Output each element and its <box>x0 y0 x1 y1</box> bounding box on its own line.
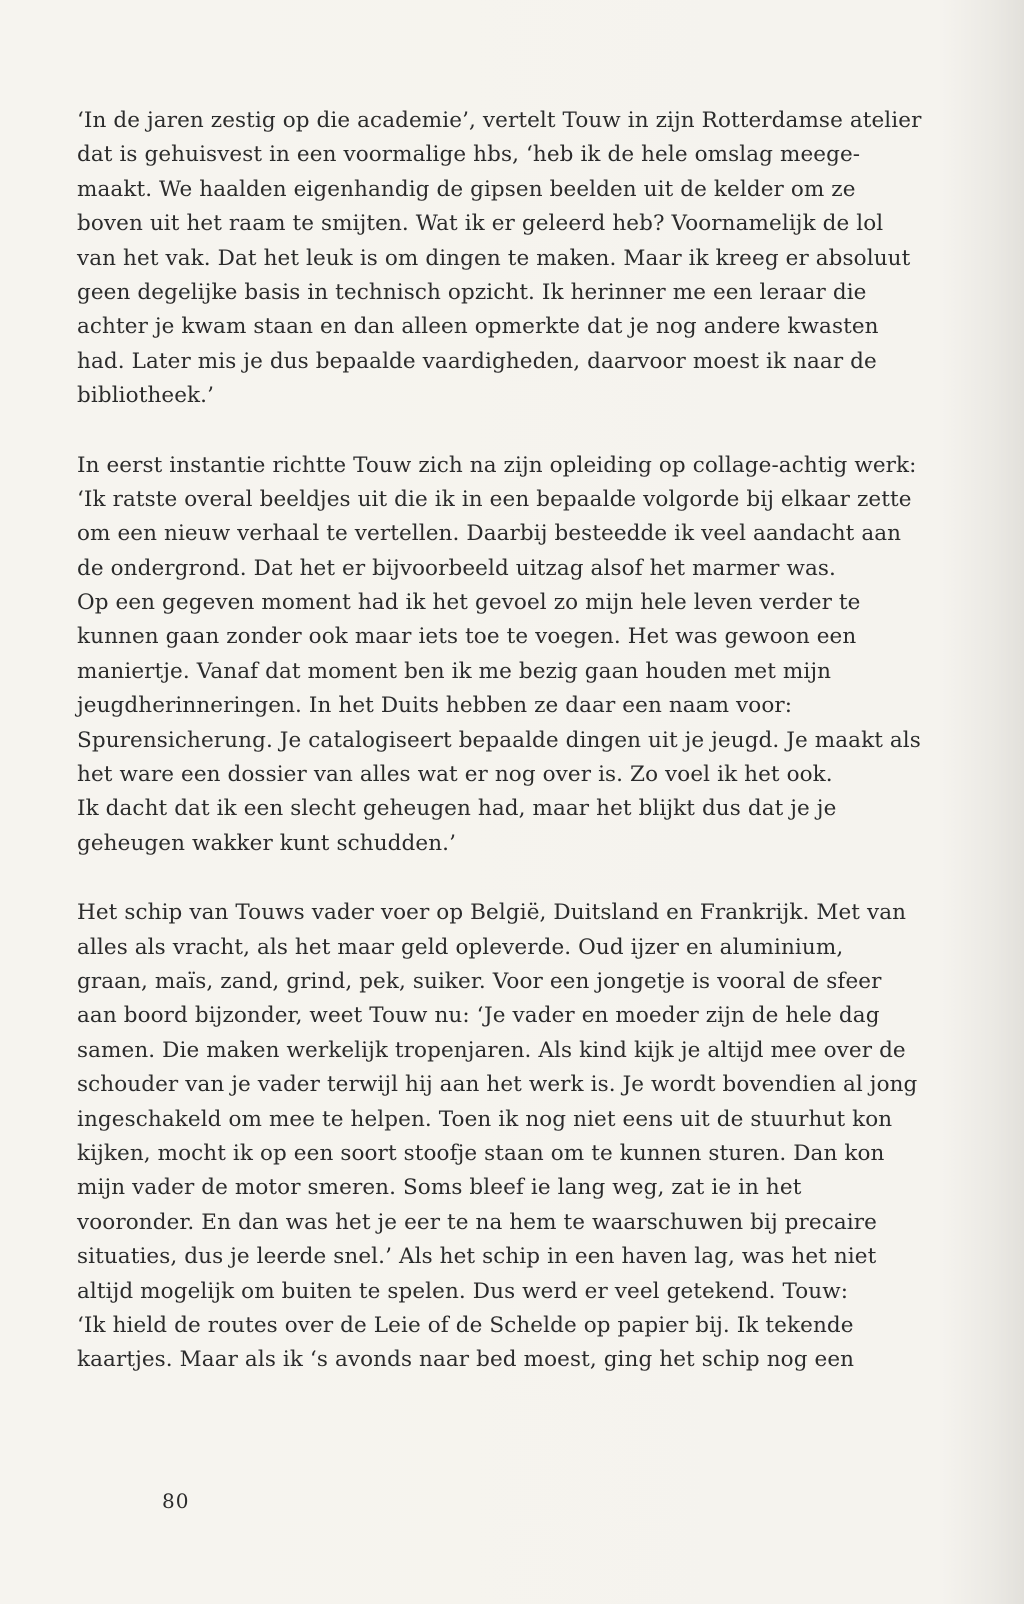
text-line: Ik dacht dat ik een slecht geheugen had, maar het blijkt dus dat je je <box>77 796 837 822</box>
text-line: graan, maïs, zand, grind, pek, suiker. Voor een jongetje is vooral de sfeer <box>77 968 882 994</box>
text-line: vooronder. En dan was het je eer te na hem te waarschuwen bij precaire <box>77 1209 877 1235</box>
text-line: schouder van je vader terwijl hij aan het werk is. Je wordt bovendien al jong <box>77 1072 918 1098</box>
text-line: ‘Ik hield de routes over de Leie of de Schelde op papier bij. Ik tekende <box>77 1312 854 1338</box>
text-line: aan boord bijzonder, weet Touw nu: ‘Je vader en moeder zijn de hele dag <box>77 1003 880 1029</box>
text-line: Het schip van Touws vader voer op België, Duitsland en Frankrijk. Met van <box>77 900 907 926</box>
text-line: het ware een dossier van alles wat er nog over is. Zo voel ik het ook. <box>77 762 833 788</box>
text-line: Spurensicherung. Je catalogiseert bepaalde dingen uit je jeugd. Je maakt als <box>77 727 921 753</box>
paragraph <box>77 896 957 1377</box>
text-line: geheugen wakker kunt schudden.’ <box>77 830 457 856</box>
text-line: Op een gegeven moment had ik het gevoel zo mijn hele leven verder te <box>77 590 861 616</box>
text-line: boven uit het raam te smijten. Wat ik er geleerd heb? Voornamelijk de lol <box>77 211 884 237</box>
text-line: bibliotheek.’ <box>77 383 215 409</box>
body-text <box>77 104 957 1413</box>
text-line: ‘Ik ratste overal beeldjes uit die ik in een bepaalde volgorde bij elkaar zette <box>77 486 912 512</box>
paragraph <box>77 104 957 414</box>
text-line: dat is gehuisvest in een voormalige hbs, ‘heb ik de hele omslag meege- <box>77 142 861 168</box>
text-line: maniertje. Vanaf dat moment ben ik me bezig gaan houden met mijn <box>77 658 832 684</box>
text-line: ingeschakeld om mee te helpen. Toen ik nog niet eens uit de stuurhut kon <box>77 1106 893 1132</box>
text-line: samen. Die maken werkelijk tropenjaren. Als kind kijk je altijd mee over de <box>77 1037 906 1063</box>
text-line: alles als vracht, als het maar geld opleverde. Oud ijzer en aluminium, <box>77 934 844 960</box>
text-line: In eerst instantie richtte Touw zich na zijn opleiding op collage-achtig werk: <box>77 452 917 478</box>
text-line: kijken, mocht ik op een soort stoofje staan om te kunnen sturen. Dan kon <box>77 1140 885 1166</box>
text-line: kunnen gaan zonder ook maar iets toe te voegen. Het was gewoon een <box>77 624 857 650</box>
text-line: situaties, dus je leerde snel.’ Als het schip in een haven lag, was het niet <box>77 1244 877 1270</box>
text-line: achter je kwam staan en dan alleen opmerkte dat je nog andere kwasten <box>77 314 879 340</box>
text-line: geen degelijke basis in technisch opzicht. Ik herinner me een leraar die <box>77 279 867 305</box>
text-line: de ondergrond. Dat het er bijvoorbeeld uitzag alsof het marmer was. <box>77 555 836 581</box>
text-line: jeugdherinneringen. In het Duits hebben ze daar een naam voor: <box>77 693 793 719</box>
text-line: maakt. We haalden eigenhandig de gipsen beelden uit de kelder om ze <box>77 176 856 202</box>
text-line: ‘In de jaren zestig op die academie’, vertelt Touw in zijn Rotterdamse atelier <box>77 108 922 133</box>
page-number: 80 <box>162 1489 190 1513</box>
text-line: mijn vader de motor smeren. Soms bleef ie lang weg, zat ie in het <box>77 1175 802 1201</box>
text-line: kaartjes. Maar als ik ‘s avonds naar bed moest, ging het schip nog een <box>77 1347 855 1373</box>
text-line: altijd mogelijk om buiten te spelen. Dus werd er veel getekend. Touw: <box>77 1278 849 1304</box>
text-line: had. Later mis je dus bepaalde vaardigheden, daarvoor moest ik naar de <box>77 348 877 374</box>
text-line: om een nieuw verhaal te vertellen. Daarbij besteedde ik veel aandacht aan <box>77 521 902 547</box>
paragraph <box>77 449 957 862</box>
text-line: van het vak. Dat het leuk is om dingen te maken. Maar ik kreeg er absoluut <box>77 245 911 271</box>
